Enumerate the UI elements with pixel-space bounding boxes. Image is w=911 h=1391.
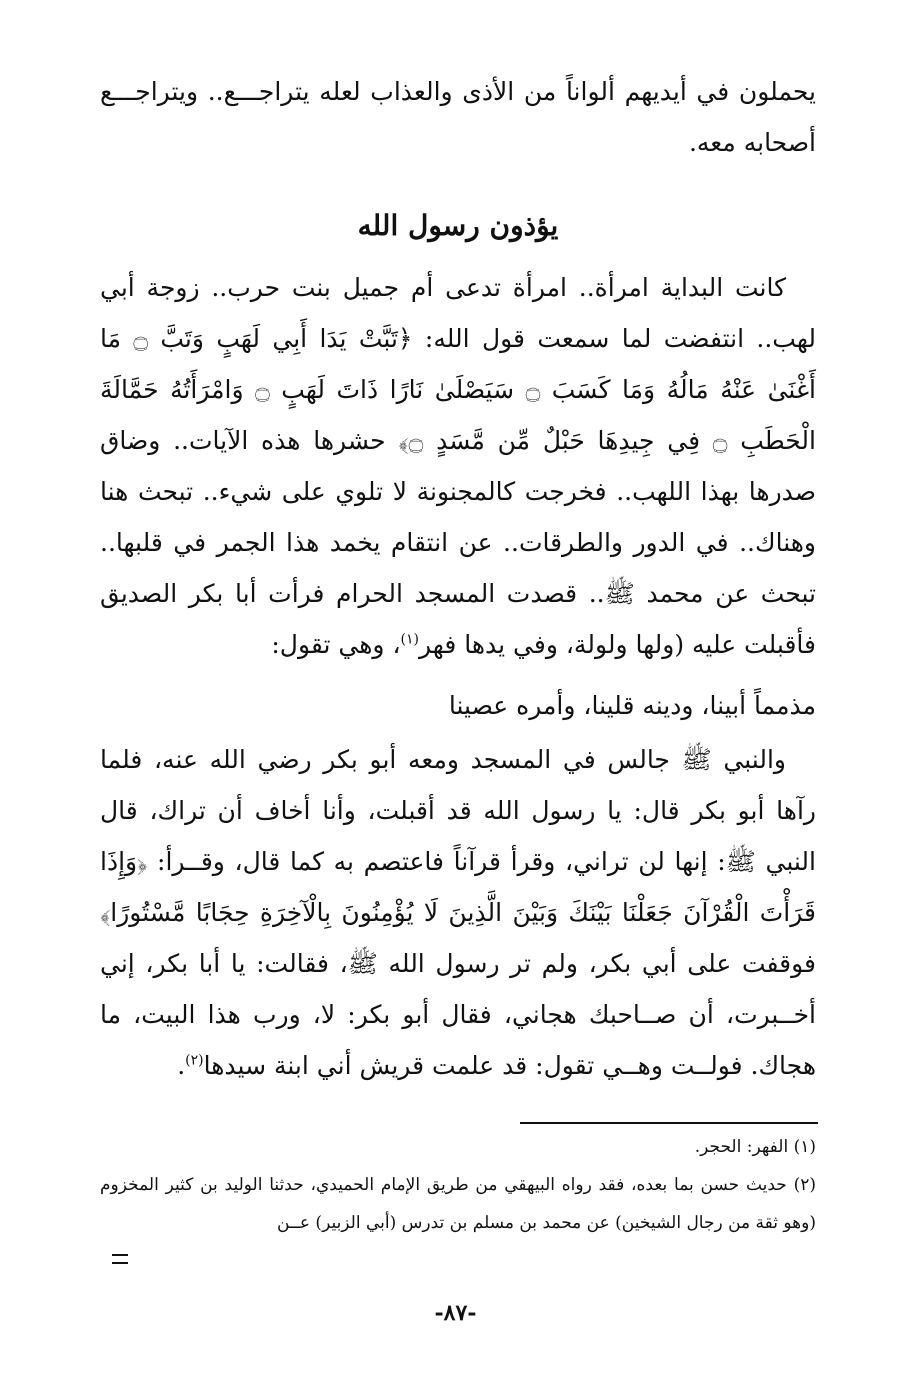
page-number: -٨٧- — [434, 1300, 477, 1326]
para2-text-start: والنبي ﷺ جالس في المسجد ومعه أبو بكر رضي الله عنه، فلما رآها أبو بكر قال: يا رسول الله قد أقبلت، وأنا أخاف أن تراك، قال النبي ﷺ: إنها لن تراني، وقرأ قرآناً فاعتصم به كما قال، وقــرأ: — [100, 745, 816, 876]
para1-text-start: كانت البداية امرأة.. امرأة تدعى أم جميل بنت حرب.. زوجة أبي لهب.. انتفضت لما سمعت قول الله: — [100, 273, 817, 353]
footnote-2: (٢) حديث حسن بما بعده، فقد رواه البيهقي من طريق الإمام الحميدي، حدثنا الوليد بن كثير المخزوم (وهو ثقة من رجال الشيخين) عن محمد بن مسلم بن تدرس (أبي الزبير) عــن — [100, 1175, 816, 1233]
paragraph-1 — [100, 262, 816, 670]
footnote-divider — [520, 1122, 818, 1124]
footnotes — [100, 1128, 816, 1242]
quran-verse-masad: ﴿تَبَّتْ يَدَا أَبِي لَهَبٍ وَتَبَّ ۝ مَا أَغْنَىٰ عَنْهُ مَالُهُ وَمَا كَسَبَ ۝ سَيَصْلَىٰ نَارًا ذَاتَ لَهَبٍ ۝ وَامْرَأَتُهُ حَمَّالَةَ الْحَطَبِ ۝ فِي جِيدِهَا حَبْلٌ مِّن مَّسَدٍ ۝﴾ — [100, 324, 816, 455]
continuation-mark — [112, 1254, 128, 1264]
footnote-1: (١) الفهر: الحجر. — [694, 1137, 816, 1157]
section-heading: يؤذون رسول الله — [357, 209, 559, 242]
para2-text-end: . — [177, 1051, 186, 1080]
footnote-ref-2[interactable]: (٢) — [185, 1052, 204, 1069]
footnote-ref-1[interactable]: (١) — [400, 631, 419, 648]
paragraph-2 — [100, 734, 816, 1091]
para1-text-middle: حشرها هذه الآيات.. وضاق صدرها بهذا اللهب.. فخرجت كالمجنونة لا تلوي على شيء.. تبحث هنا وهناك.. في الدور والطرقات.. عن انتقام يخمد هذا الجمر في قلبها.. تبحث عن محمد ﷺ.. قصدت المسجد الحرام فرأت أبا بكر الصديق فأقبلت عليه (ولها ولولة، وفي يدها فهر — [100, 426, 816, 659]
intro-paragraph — [100, 66, 816, 168]
quran-verse-isra: ﴿وَإِذَا قَرَأْتَ الْقُرْآنَ جَعَلْنَا بَيْنَكَ وَبَيْنَ الَّذِينَ لَا يُؤْمِنُونَ بِالْآخِرَةِ حِجَابًا مَّسْتُورًا﴾ — [100, 847, 816, 927]
intro-text: يحملون في أيديهم ألواناً من الأذى والعذاب لعله يتراجـــع.. ويتراجـــع أصحابه معه. — [100, 77, 816, 157]
poem-verse: مذمماً أبينا، ودينه قلينا، وأمره عصينا — [448, 691, 816, 720]
para1-text-end: ، وهي تقول: — [271, 630, 401, 659]
para2-text-middle: فوقفت على أبي بكر، ولم تر رسول الله ﷺ، فقالت: يا أبا بكر، إني أخــبرت، أن صــاحبك هجاني، فقال أبو بكر: لا، ورب هذا البيت، ما هجاك. فولــت وهــي تقول: قد علمت قريش أني ابنة سيدها — [100, 949, 816, 1080]
